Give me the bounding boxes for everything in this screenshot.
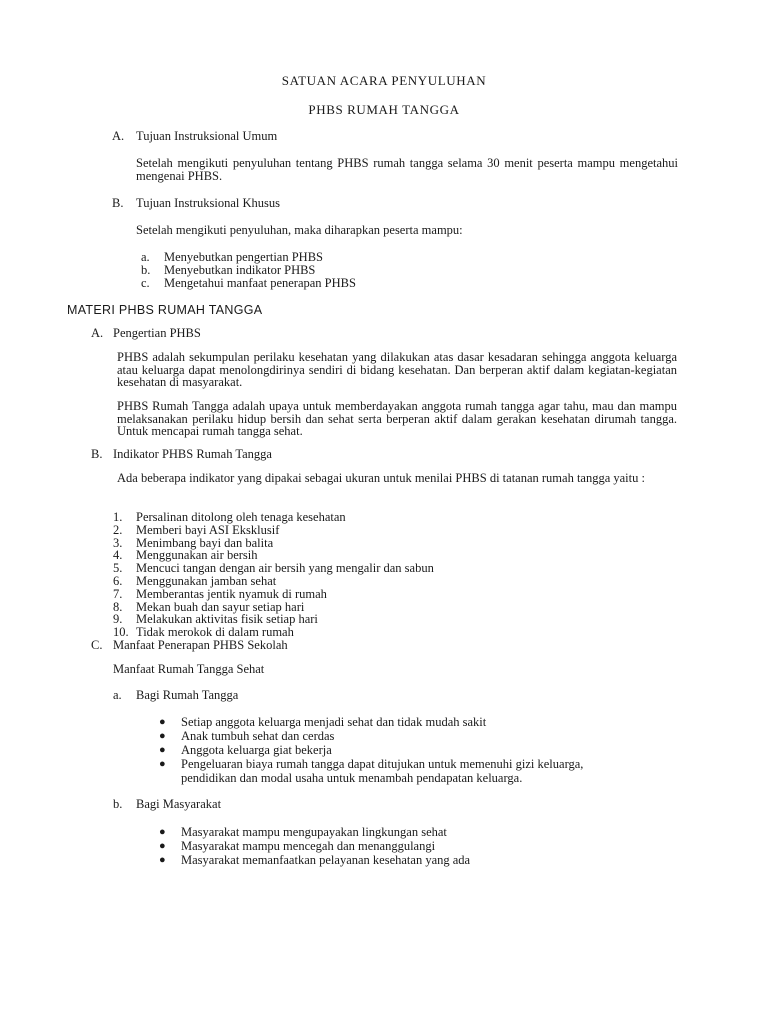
document-subtitle: PHBS RUMAH TANGGA bbox=[308, 102, 460, 117]
materi-heading: MATERI PHBS RUMAH TANGGA bbox=[67, 303, 263, 317]
materi-a-heading: Pengertian PHBS bbox=[113, 326, 201, 340]
list-number: 3. bbox=[113, 535, 123, 550]
list-item: Menggunakan air bersih bbox=[136, 548, 258, 563]
bullet-icon: ● bbox=[159, 744, 166, 756]
list-item: Pengeluaran biaya rumah tangga dapat ditujukan untuk memenuhi gizi keluarga, pendidikan dan modal usaha untuk menambah pendapatan keluarga. bbox=[181, 757, 584, 785]
section-b-heading: Tujuan Instruksional Khusus bbox=[136, 196, 280, 210]
materi-a-letter: A. bbox=[91, 326, 104, 340]
materi-c-heading: Manfaat Penerapan PHBS Sekolah bbox=[113, 638, 288, 652]
group-marker: b. bbox=[113, 797, 123, 811]
bullet-icon: ● bbox=[159, 730, 166, 742]
group-heading: Bagi Rumah Tangga bbox=[136, 688, 239, 702]
list-item: Masyarakat mampu mengupayakan lingkungan sehat bbox=[181, 825, 447, 839]
list-marker: c. bbox=[141, 276, 150, 290]
list-item: Persalinan ditolong oleh tenaga kesehatan bbox=[136, 510, 346, 524]
list-item: Menggunakan jamban sehat bbox=[136, 574, 277, 588]
group-marker: a. bbox=[113, 688, 122, 702]
list-number: 6. bbox=[113, 574, 123, 588]
list-number: 9. bbox=[113, 612, 123, 627]
section-b-intro: Setelah mengikuti penyuluhan, maka diharapkan peserta mampu: bbox=[136, 223, 463, 237]
materi-c-letter: C. bbox=[91, 638, 103, 652]
materi-b-heading: Indikator PHBS Rumah Tangga bbox=[113, 447, 272, 461]
bullet-icon: ● bbox=[159, 854, 166, 866]
list-number: 4. bbox=[113, 548, 123, 563]
list-item: Melakukan aktivitas fisik setiap hari bbox=[136, 612, 318, 627]
list-item: Memberantas jentik nyamuk di rumah bbox=[136, 586, 327, 601]
bullet-icon: ● bbox=[159, 758, 166, 770]
bullet-icon: ● bbox=[159, 716, 166, 728]
section-a-text: Setelah mengikuti penyuluhan tentang PHBS rumah tangga selama 30 menit peserta mampu mengetahui mengenai PHBS. bbox=[136, 156, 678, 183]
list-item: Mencuci tangan dengan air bersih yang mengalir dan sabun bbox=[136, 561, 434, 576]
materi-c-subheading: Manfaat Rumah Tangga Sehat bbox=[113, 662, 265, 676]
list-number: 8. bbox=[113, 599, 123, 614]
list-item: Tidak merokok di dalam rumah bbox=[136, 625, 294, 640]
materi-b-intro: Ada beberapa indikator yang dipakai sebagai ukuran untuk menilai PHBS di tatanan rumah tangga yaitu : bbox=[117, 471, 645, 485]
list-marker: a. bbox=[141, 250, 150, 264]
bullet-icon: ● bbox=[159, 840, 166, 852]
list-marker: b. bbox=[141, 263, 151, 277]
materi-a-paragraph-1: PHBS adalah sekumpulan perilaku kesehatan yang dilakukan atas dasar kesadaran sehingga anggota keluarga atau keluarga dapat menolongdirinya sendiri di bidang kesehatan. Dan berperan aktif dalam kegiatan-kegiatan kesehatan di masyarakat. bbox=[117, 350, 677, 390]
section-b-letter: B. bbox=[112, 196, 124, 210]
list-item: Masyarakat memanfaatkan pelayanan kesehatan yang ada bbox=[181, 853, 471, 867]
list-item: Setiap anggota keluarga menjadi sehat dan tidak mudah sakit bbox=[181, 715, 487, 729]
bullet-icon: ● bbox=[159, 826, 166, 838]
list-number: 10. bbox=[113, 625, 129, 640]
list-item: Mengetahui manfaat penerapan PHBS bbox=[164, 276, 356, 290]
list-item: Masyarakat mampu mencegah dan menanggulangi bbox=[181, 839, 436, 853]
list-number: 5. bbox=[113, 561, 123, 576]
list-number: 7. bbox=[113, 586, 123, 601]
list-number: 1. bbox=[113, 510, 123, 524]
list-item: Mekan buah dan sayur setiap hari bbox=[136, 599, 305, 614]
list-item: Menyebutkan indikator PHBS bbox=[164, 263, 316, 277]
section-a-letter: A. bbox=[112, 129, 125, 143]
list-item: Menimbang bayi dan balita bbox=[136, 535, 274, 550]
list-item: Anggota keluarga giat bekerja bbox=[181, 743, 332, 757]
list-item: Anak tumbuh sehat dan cerdas bbox=[181, 729, 335, 743]
list-item: Memberi bayi ASI Eksklusif bbox=[136, 522, 280, 537]
list-item: Menyebutkan pengertian PHBS bbox=[164, 250, 324, 264]
group-heading: Bagi Masyarakat bbox=[136, 797, 222, 811]
section-a-heading: Tujuan Instruksional Umum bbox=[136, 129, 278, 143]
materi-b-letter: B. bbox=[91, 447, 103, 461]
document-title: SATUAN ACARA PENYULUHAN bbox=[281, 73, 487, 88]
list-number: 2. bbox=[113, 522, 123, 537]
materi-a-paragraph-2: PHBS Rumah Tangga adalah upaya untuk memberdayakan anggota rumah tangga agar tahu, mau dan mampu melaksanakan perilaku hidup bersih dan sehat serta berperan aktif dalam gerakan kesehatan dirumah tangga. Untuk mencapai rumah tangga sehat. bbox=[117, 399, 677, 439]
